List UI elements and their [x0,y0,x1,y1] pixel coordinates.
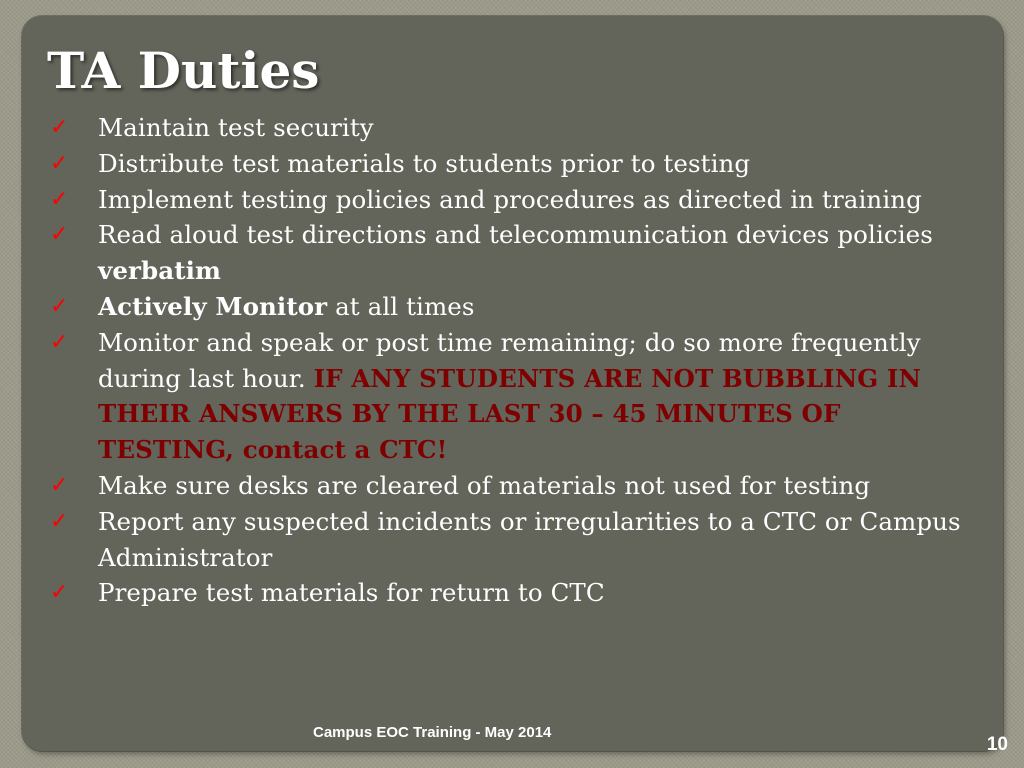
page-number: 10 [986,734,1008,755]
list-item [50,325,970,468]
check-icon: ✓ [50,329,69,355]
bullet-text: Make sure desks are cleared of materials not used for testing [98,470,871,500]
duties-list [50,110,970,611]
check-icon: ✓ [50,186,69,212]
check-icon: ✓ [50,222,69,248]
list-item [50,289,970,325]
bullet-text: Maintain test security [98,113,374,142]
check-icon: ✓ [50,508,69,534]
check-icon: ✓ [50,293,69,319]
bullet-text: Monitor and speak or post time remaining; do so more frequently during last hour. [98,327,921,393]
bullet-text: at all times [327,291,475,321]
bullet-text: Implement testing policies and procedures as directed in training [98,184,922,214]
list-item [50,468,970,504]
slide-title: TA Duties [47,41,320,100]
list-item [50,575,970,611]
list-item [50,182,970,218]
check-icon: ✓ [50,115,69,140]
check-icon: ✓ [50,580,69,606]
list-item [50,504,970,576]
alert-text: IF ANY STUDENTS ARE NOT BUBBLING IN THEIR ANSWERS BY THE LAST 30 – 45 MINUTES OF TESTING, contact a CTC! [98,363,921,465]
bullet-text: Read aloud test directions and telecommunication devices policies [98,220,933,250]
check-icon: ✓ [50,472,69,498]
footer-text: Campus EOC Training - May 2014 [313,724,552,741]
bullet-text: Prepare test materials for return to CTC [98,578,605,608]
bullet-bold-text: Actively Monitor [98,291,328,321]
list-item [50,217,970,289]
check-icon: ✓ [50,150,69,176]
list-item [50,110,970,146]
bullet-text: Distribute test materials to students prior to testing [98,148,751,178]
bullet-bold-text: verbatim [98,256,222,286]
bullet-text: Report any suspected incidents or irregularities to a CTC or Campus Administrator [98,506,961,572]
list-item [50,146,970,182]
